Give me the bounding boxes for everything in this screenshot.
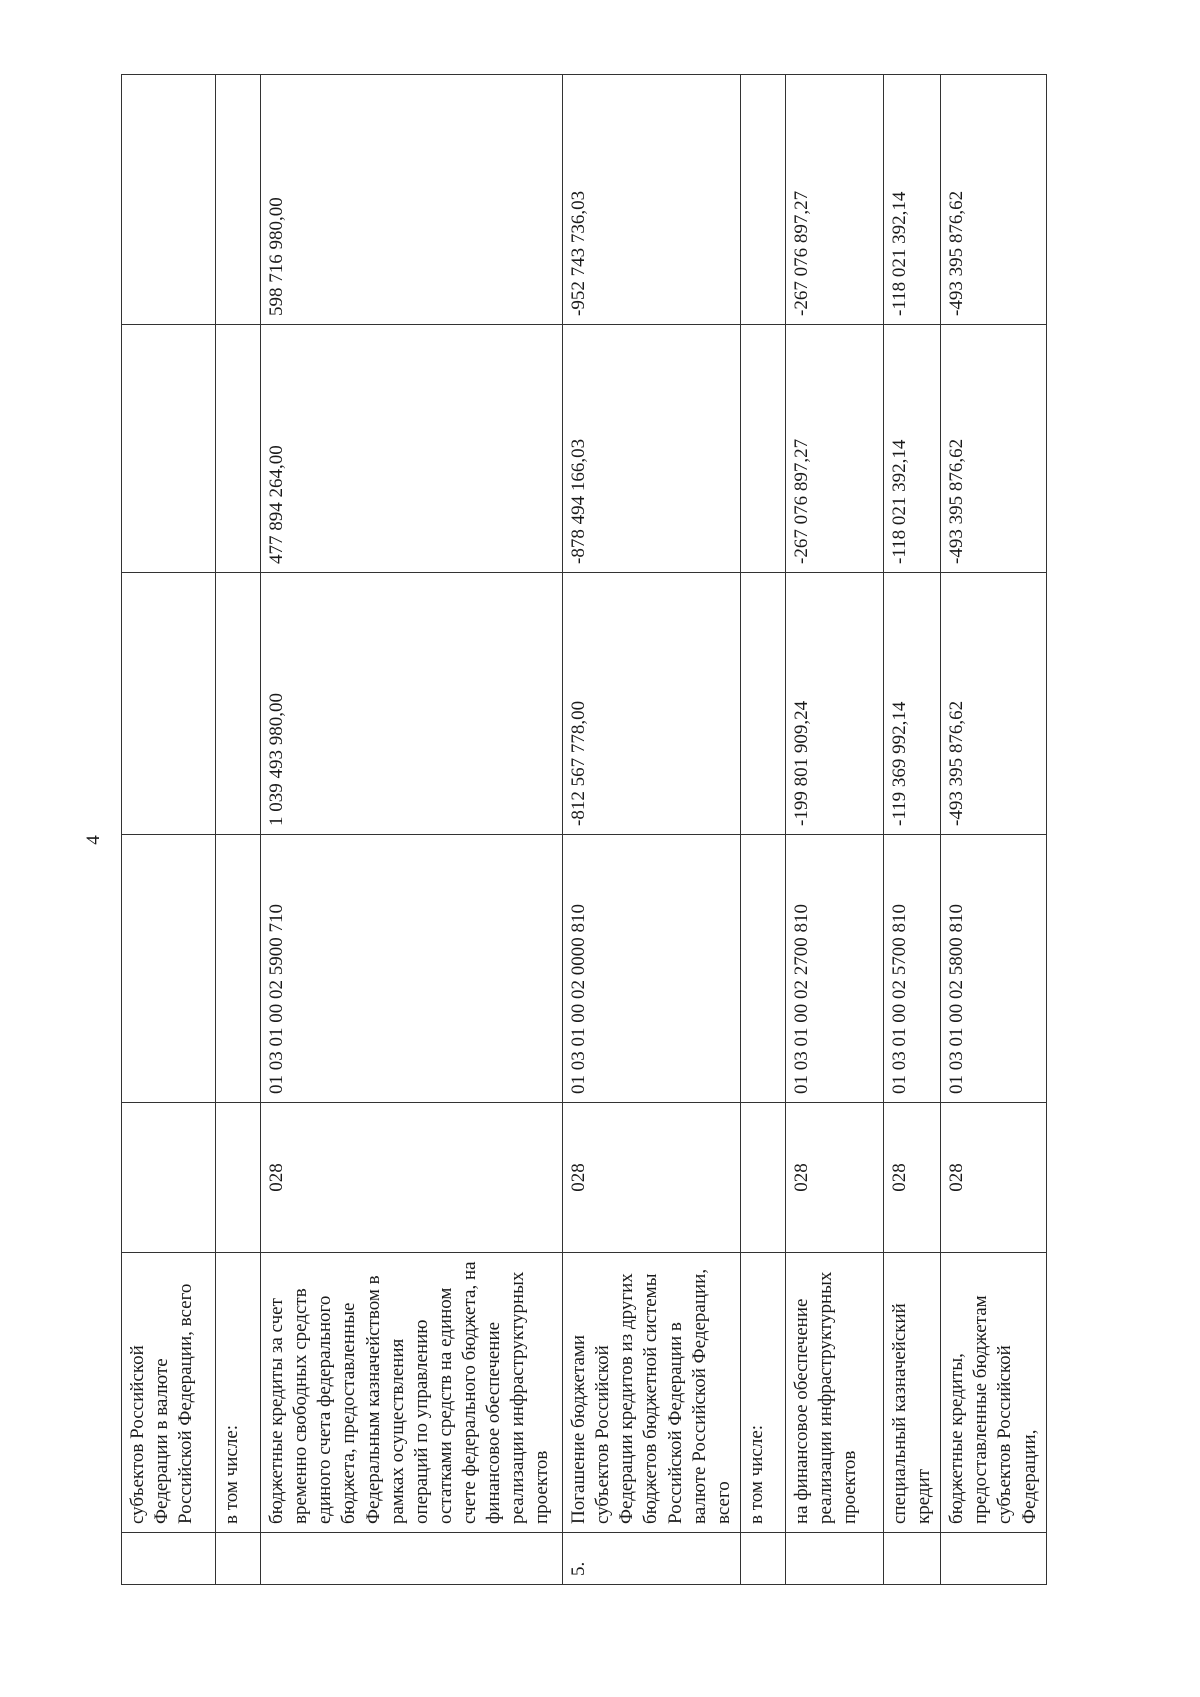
row-number bbox=[941, 1533, 1047, 1585]
table-row bbox=[563, 75, 741, 1585]
value-year-3: -267 076 897,27 bbox=[785, 75, 883, 325]
page-number: 4 bbox=[83, 835, 104, 845]
value-year-2 bbox=[740, 325, 785, 573]
value-year-1: 1 039 493 980,00 bbox=[261, 573, 563, 835]
budget-code: 01 03 01 00 02 5800 810 bbox=[941, 835, 1047, 1103]
value-year-2: -118 021 392,14 bbox=[883, 325, 940, 573]
value-year-3: -118 021 392,14 bbox=[883, 75, 940, 325]
row-number bbox=[261, 1533, 563, 1585]
value-year-3: 598 716 980,00 bbox=[261, 75, 563, 325]
budget-code bbox=[740, 835, 785, 1103]
value-year-1: -812 567 778,00 bbox=[563, 573, 741, 835]
budget-code: 01 03 01 00 02 5700 810 bbox=[883, 835, 940, 1103]
value-year-2: 477 894 264,00 bbox=[261, 325, 563, 573]
budget-code: 01 03 01 00 02 0000 810 bbox=[563, 835, 741, 1103]
value-year-1 bbox=[122, 573, 216, 835]
value-year-2: -493 395 876,62 bbox=[941, 325, 1047, 573]
row-number bbox=[883, 1533, 940, 1585]
row-name: бюджетные кредиты за счет временно свободных средств единого счета федерального бюджета, предоставленные Федеральным казначейством в рамках осуществления операций по управлению остатками средств на едином счете федерального бюджета, на финансовое обеспечение реализации инфраструктурных проектов bbox=[261, 1253, 563, 1533]
row-number bbox=[740, 1533, 785, 1585]
admin-code: 028 bbox=[261, 1103, 563, 1253]
value-year-3 bbox=[740, 75, 785, 325]
budget-code: 01 03 01 00 02 2700 810 bbox=[785, 835, 883, 1103]
table-row bbox=[261, 75, 563, 1585]
value-year-1: -119 369 992,14 bbox=[883, 573, 940, 835]
row-name: Погашение бюджетами субъектов Российской Федерации кредитов из других бюджетов бюджетной системы Российской Федерации в валюте Российской Федерации, всего bbox=[563, 1253, 741, 1533]
admin-code: 028 bbox=[883, 1103, 940, 1253]
admin-code bbox=[122, 1103, 216, 1253]
row-name: на финансовое обеспечение реализации инфраструктурных проектов bbox=[785, 1253, 883, 1533]
row-number bbox=[122, 1533, 216, 1585]
value-year-2 bbox=[216, 325, 261, 573]
value-year-1: -493 395 876,62 bbox=[941, 573, 1047, 835]
value-year-1 bbox=[216, 573, 261, 835]
value-year-3: -952 743 736,03 bbox=[563, 75, 741, 325]
value-year-3 bbox=[216, 75, 261, 325]
table-row bbox=[122, 75, 216, 1585]
table-row bbox=[941, 75, 1047, 1585]
table-row bbox=[216, 75, 261, 1585]
admin-code: 028 bbox=[563, 1103, 741, 1253]
row-number: 5. bbox=[563, 1533, 741, 1585]
budget-code bbox=[122, 835, 216, 1103]
row-number bbox=[216, 1533, 261, 1585]
row-name: субъектов Российской Федерации в валюте Российской Федерации, всего bbox=[122, 1253, 216, 1533]
budget-code: 01 03 01 00 02 5900 710 bbox=[261, 835, 563, 1103]
admin-code bbox=[740, 1103, 785, 1253]
admin-code: 028 bbox=[941, 1103, 1047, 1253]
row-name: специальный казначейский кредит bbox=[883, 1253, 940, 1533]
value-year-2 bbox=[122, 325, 216, 573]
budget-code bbox=[216, 835, 261, 1103]
rotated-page-frame bbox=[121, 75, 1141, 1585]
table-row bbox=[883, 75, 940, 1585]
row-name: бюджетные кредиты, предоставленные бюджетам субъектов Российской Федерации, bbox=[941, 1253, 1047, 1533]
admin-code bbox=[216, 1103, 261, 1253]
value-year-1 bbox=[740, 573, 785, 835]
row-number bbox=[785, 1533, 883, 1585]
row-name: в том числе: bbox=[216, 1253, 261, 1533]
table-row bbox=[785, 75, 883, 1585]
value-year-2: -878 494 166,03 bbox=[563, 325, 741, 573]
value-year-3: -493 395 876,62 bbox=[941, 75, 1047, 325]
value-year-2: -267 076 897,27 bbox=[785, 325, 883, 573]
budget-table bbox=[121, 74, 1047, 1585]
value-year-1: -199 801 909,24 bbox=[785, 573, 883, 835]
admin-code: 028 bbox=[785, 1103, 883, 1253]
table-row bbox=[740, 75, 785, 1585]
value-year-3 bbox=[122, 75, 216, 325]
row-name: в том числе: bbox=[740, 1253, 785, 1533]
